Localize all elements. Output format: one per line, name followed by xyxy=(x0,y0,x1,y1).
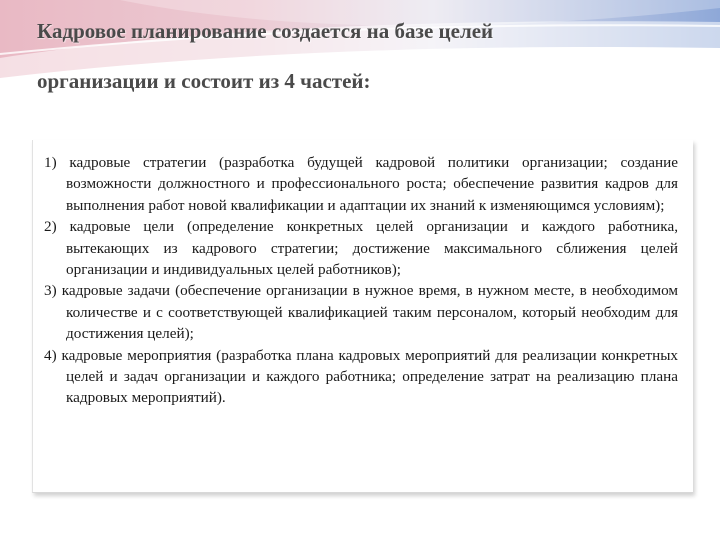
list-item: 3) кадровые задачи (обеспечение организации в нужное время, в нужном месте, в необходимом количестве и с соответствующей квалификацией таким персоналом, который необходим для достижения целей); xyxy=(44,282,678,343)
list-item: 2) кадровые цели (определение конкретных целей организации и каждого работника, вытекающих из кадрового стратегии; достижение максимального сближения целей организации и индивидуальных целей работников); xyxy=(44,218,678,279)
title-line-2: организации и состоит из 4 частей: xyxy=(37,69,371,93)
list-item: 1) кадровые стратегии (разработка будущей кадровой политики организации; создание возможности должностного и профессионального роста; обеспечение развития кадров для выполнения работ новой квалификации и адаптации их знаний к изменяющимся условиям); xyxy=(44,154,678,214)
content-list xyxy=(44,152,678,409)
list-item: 4) кадровые мероприятия (разработка плана кадровых мероприятий для реализации конкретных целей и задач организации и каждого работника; определение затрат на реализацию плана кадровых мероприятий). xyxy=(44,346,678,407)
slide-header xyxy=(0,0,720,96)
slide-title xyxy=(37,6,697,96)
title-line-1: Кадровое планирование создается на базе целей xyxy=(37,19,494,43)
